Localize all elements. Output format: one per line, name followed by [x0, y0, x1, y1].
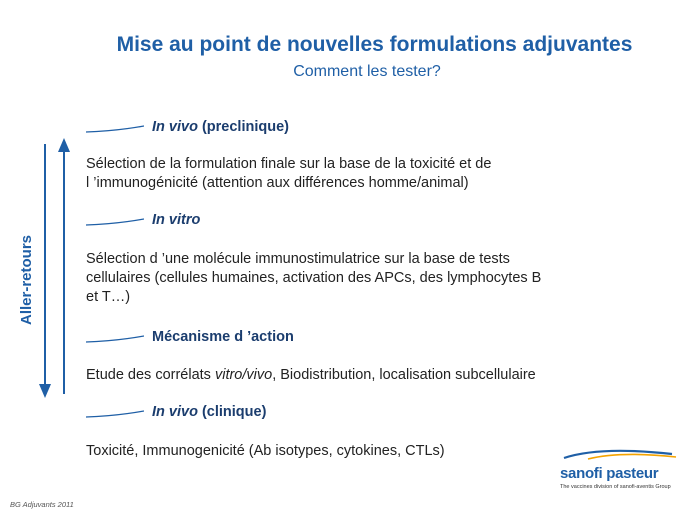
- section-body-mecanisme-action: Etude des corrélats vitro/vivo, Biodistribution, localisation subcellulaire: [86, 367, 536, 383]
- heading-in-vivo-clinique: In vivo (clinique): [152, 404, 267, 420]
- logo-tagline: The vaccines division of sanofi-aventis Group: [560, 484, 671, 490]
- section-body-in-vitro: Sélection d ’une molécule immunostimulatrice sur la base de tests cellulaires (cellules humaines, activation des APCs, des lymphocytes B et T…): [86, 251, 542, 305]
- section-body-in-vivo-preclinique: Sélection de la formulation finale sur la base de la toxicité et de l ’immunogénicité (attention aux différences homme/animal): [86, 156, 492, 191]
- section-line-icon: [86, 217, 144, 227]
- heading-in-vivo-preclinique: In vivo (preclinique): [152, 119, 289, 135]
- slide-subtitle: Comment les tester?: [293, 63, 441, 80]
- section-body-in-vivo-clinique: Toxicité, Immunogenicité (Ab isotypes, cytokines, CTLs): [86, 443, 445, 459]
- heading-in-vitro: In vitro: [152, 212, 201, 228]
- section-line-icon: [86, 409, 144, 419]
- logo-name: sanofi pasteur: [560, 465, 659, 482]
- slide-title: Mise au point de nouvelles formulations adjuvantes: [116, 33, 633, 56]
- section-line-icon: [86, 334, 144, 344]
- heading-mecanisme-action: Mécanisme d ’action: [152, 329, 294, 345]
- section-line-icon: [86, 124, 144, 134]
- footer-text: BG Adjuvants 2011: [10, 500, 74, 509]
- side-label: Aller-retours: [18, 234, 35, 325]
- double-arrow-icon: [36, 138, 72, 400]
- logo-swoosh-icon: [560, 448, 680, 460]
- sanofi-pasteur-logo: [560, 447, 680, 507]
